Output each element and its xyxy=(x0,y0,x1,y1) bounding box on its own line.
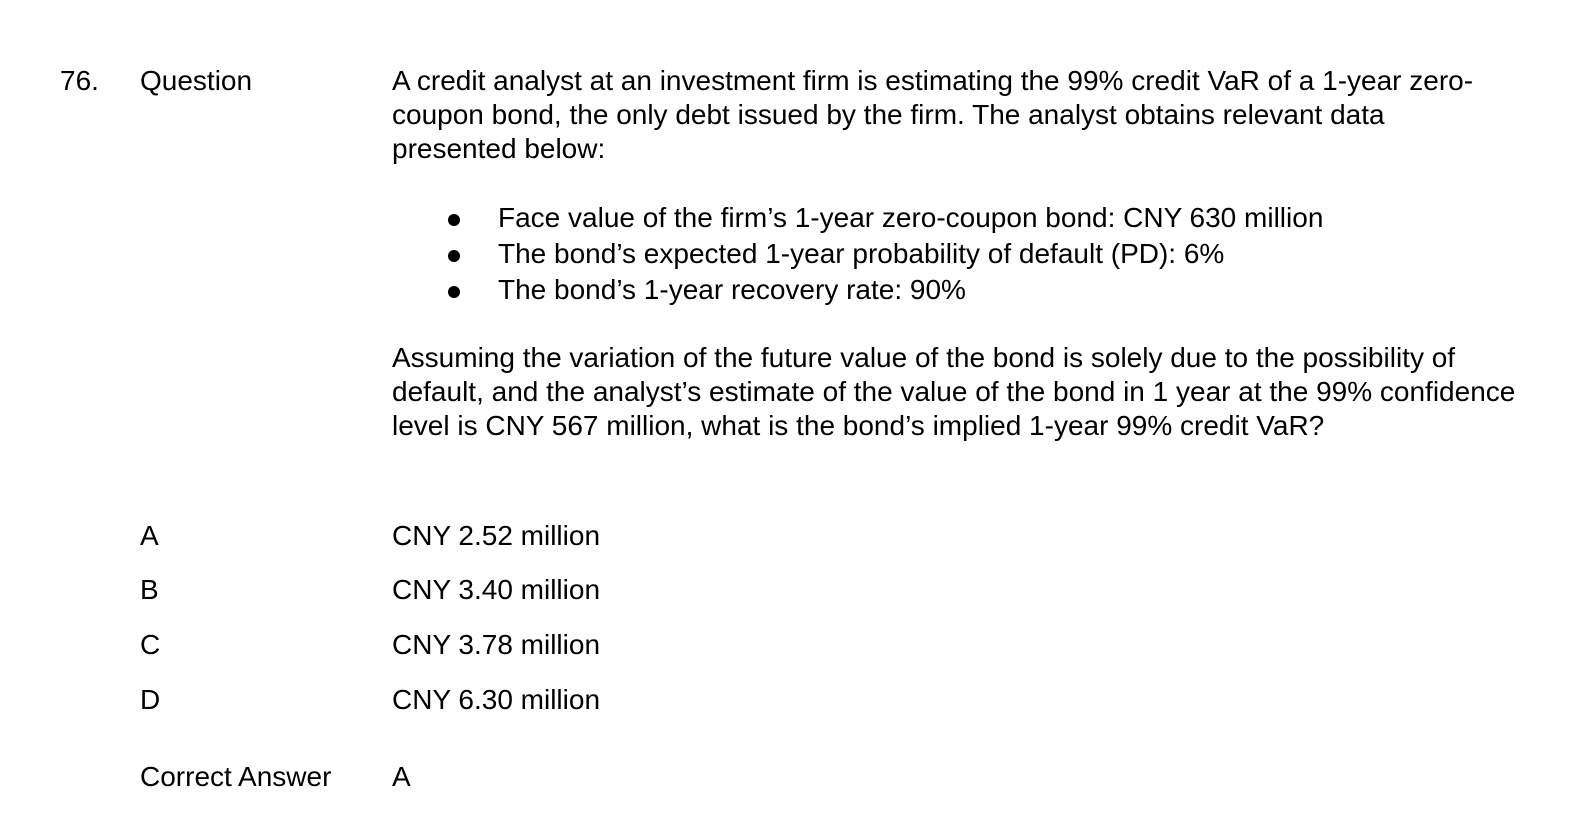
option-b-text: CNY 3.40 million xyxy=(392,574,601,605)
correct-answer-value: A xyxy=(392,761,411,792)
question-label: Question xyxy=(140,65,253,96)
question-prompt-text: Assuming the variation of the future value of the bond is solely due to the possibility of default, and the analyst’s estimate of the value of the bond in 1 year at the 99% confidence level is CNY 567 million, what is the bond’s implied 1-year 99% credit VaR? xyxy=(392,342,1516,441)
bullet-icon xyxy=(448,286,460,298)
bullet-text: Face value of the firm’s 1-year zero-coupon bond: CNY 630 million xyxy=(498,202,1324,233)
option-a-text: CNY 2.52 million xyxy=(392,520,601,551)
bullet-icon xyxy=(448,250,460,262)
bullet-text: The bond’s 1-year recovery rate: 90% xyxy=(498,274,966,305)
data-bullet-list xyxy=(440,201,1323,309)
question-intro xyxy=(392,64,1512,166)
correct-answer-label: Correct Answer xyxy=(140,761,332,792)
option-c-text: CNY 3.78 million xyxy=(392,629,601,660)
question-number: 76. xyxy=(60,65,99,96)
question-prompt xyxy=(392,341,1532,443)
option-d-text: CNY 6.30 million xyxy=(392,684,601,715)
option-a-letter: A xyxy=(140,520,159,551)
option-b-letter: B xyxy=(140,574,159,605)
bullet-item-probability-of-default xyxy=(440,237,1323,273)
bullet-item-face-value xyxy=(440,201,1323,237)
option-c-letter: C xyxy=(140,629,161,660)
bullet-item-recovery-rate xyxy=(440,273,1323,309)
question-intro-text: A credit analyst at an investment firm is estimating the 99% credit VaR of a 1-year zero-coupon bond, the only debt issued by the firm. The analyst obtains relevant data presented below: xyxy=(392,65,1474,164)
bullet-text: The bond’s expected 1-year probability of default (PD): 6% xyxy=(498,238,1225,269)
option-d-letter: D xyxy=(140,684,161,715)
bullet-icon xyxy=(448,214,460,226)
